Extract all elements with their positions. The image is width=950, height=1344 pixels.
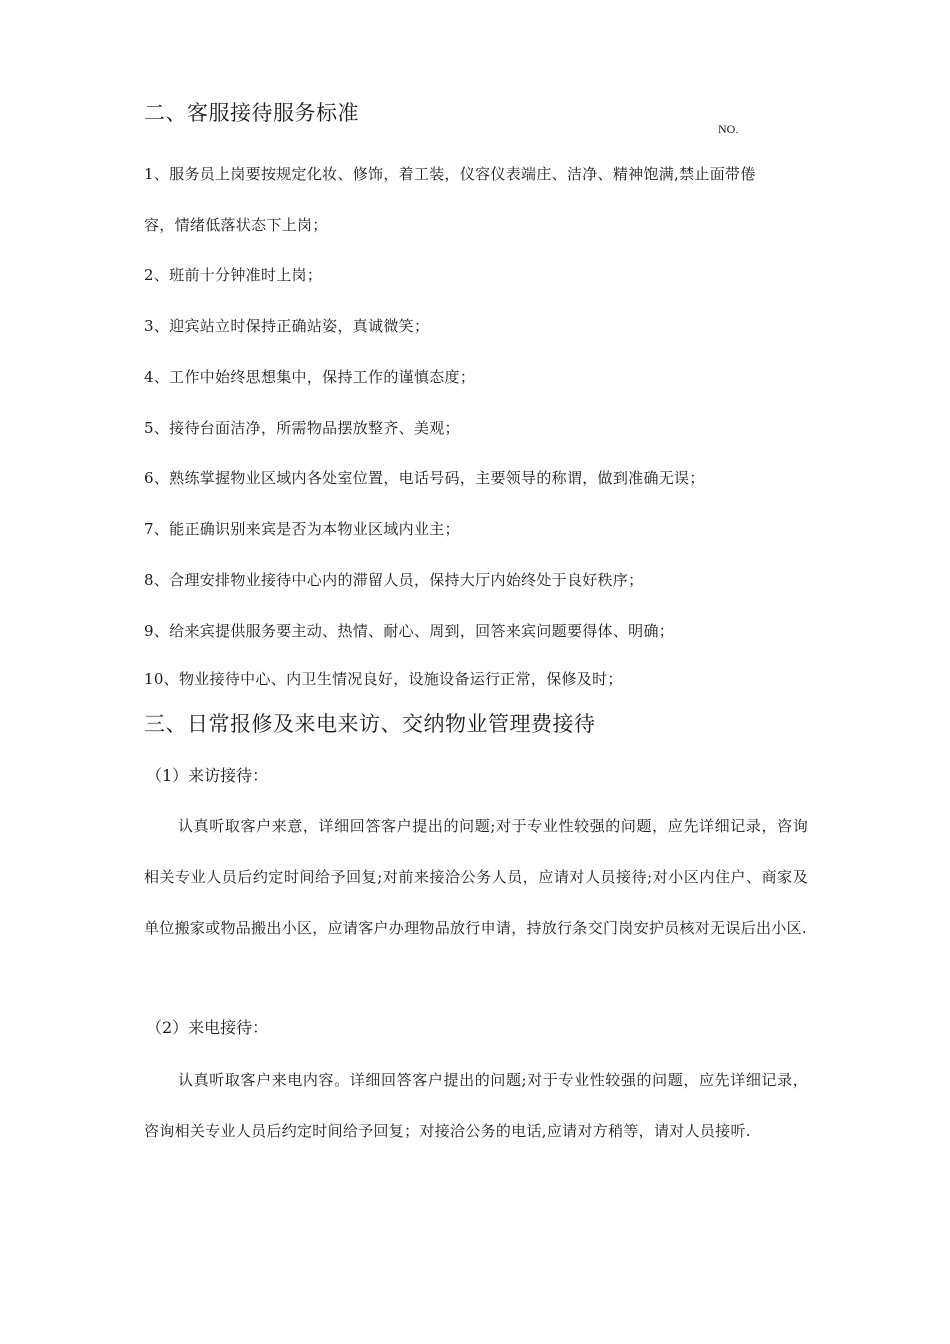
visit-reception-heading: （1）来访接待： [146, 766, 269, 785]
standard-item-1-continued: 容，情绪低落状态下上岗； [144, 216, 328, 234]
section-2-title: 二、客服接待服务标准 [144, 101, 359, 125]
standard-item-9: 9、给来宾提供服务要主动、热情、耐心、周到，回答来宾问题要得体、明确； [144, 622, 675, 640]
standard-item-4: 4、工作中始终思想集中，保持工作的谨慎态度； [144, 368, 476, 386]
standard-item-5: 5、接待台面洁净，所需物品摆放整齐、美观； [144, 419, 460, 437]
call-reception-paragraph: 认真听取客户来电内容。详细回答客户提出的问题;对于专业性较强的问题，应先详细记录，咨询相关专业人员后约定时间给予回复；对接洽公务的电话,应请对方稍等，请对人员接听. [144, 1071, 808, 1140]
standard-item-10: 10、物业接待中心、内卫生情况良好，设施设备运行正常，保修及时； [144, 670, 623, 688]
standard-item-7: 7、能正确识别来宾是否为本物业区域内业主； [144, 520, 460, 538]
standard-item-6: 6、熟练掌握物业区域内各处室位置，电话号码，主要领导的称谓，做到准确无误； [144, 469, 705, 487]
section-3-title: 三、日常报修及来电来访、交纳物业管理费接待 [144, 712, 596, 736]
standard-item-3: 3、迎宾站立时保持正确站姿，真诚微笑； [144, 317, 430, 335]
standard-item-1: 1、服务员上岗要按规定化妆、修饰，着工装，仪容仪表端庄、洁净、精神饱满,禁止面带倦 [144, 165, 756, 183]
standard-item-2: 2、班前十分钟准时上岗； [144, 266, 323, 284]
standard-item-8: 8、合理安排物业接待中心内的滞留人员，保持大厅内始终处于良好秩序； [144, 571, 644, 589]
visit-reception-paragraph: 认真听取客户来意，详细回答客户提出的问题;对于专业性较强的问题，应先详细记录，咨询相关专业人员后约定时间给予回复;对前来接洽公务人员，应请对人员接待;对小区内住户、商家及单位搬家或物品搬出小区，应请客户办理物品放行申请，持放行条交门岗安护员核对无误后出小区. [144, 817, 808, 937]
call-reception-heading: （2）来电接待： [146, 1018, 269, 1037]
document-number: NO. [718, 122, 739, 136]
